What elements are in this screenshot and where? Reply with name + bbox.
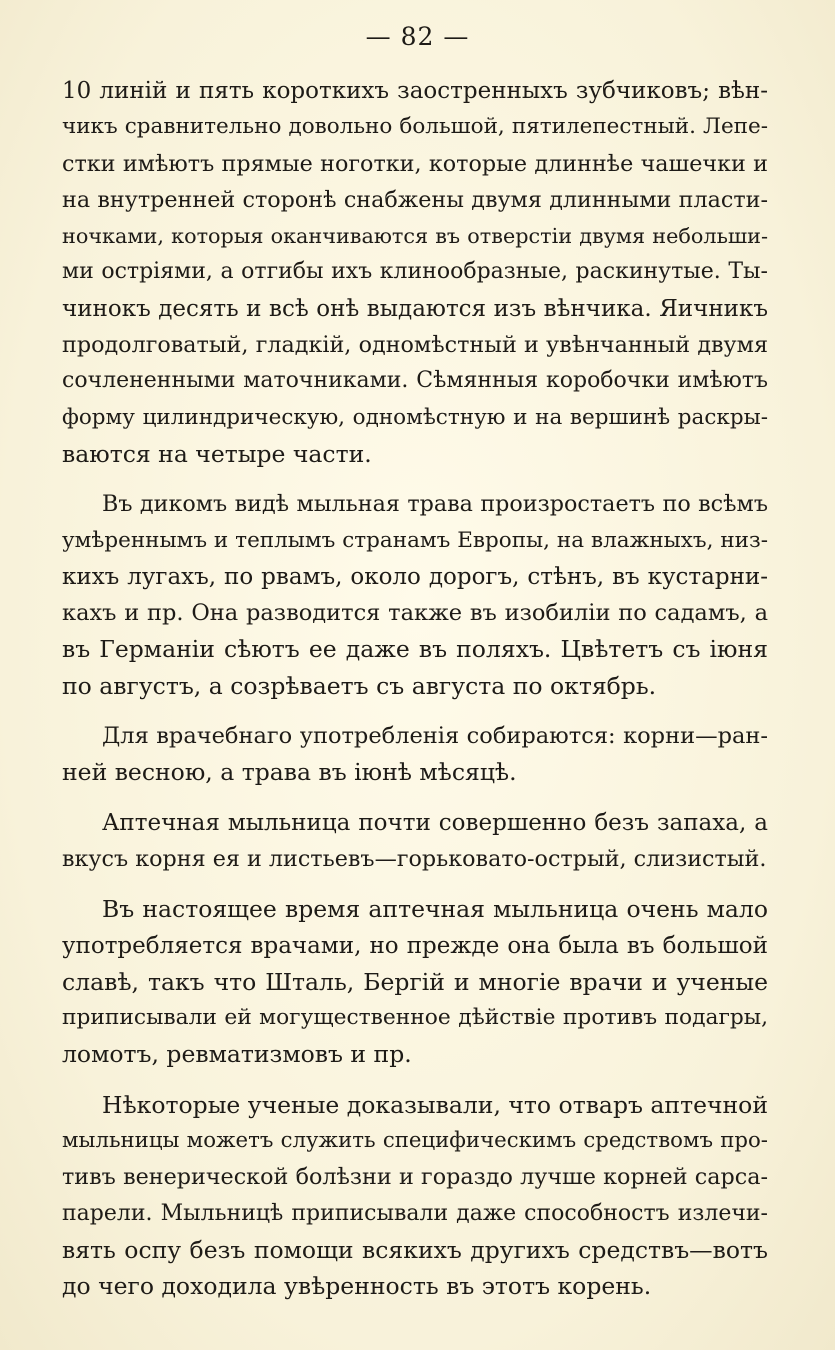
text-line: форму цилиндрическую, одномѣстную и на вершинѣ раскры- [62, 404, 768, 430]
paragraph [62, 486, 768, 704]
text-line: 10 линій и пять короткихъ заостренныхъ зубчиковъ; вѣн- [62, 78, 768, 104]
text-line: на внутренней сторонѣ снабжены двумя длинными пласти- [62, 186, 768, 213]
paragraph-gap [62, 1073, 768, 1087]
text-line: ломотъ, ревматизмовъ и пр. [62, 1040, 412, 1069]
page-number: — 82 — [365, 22, 470, 51]
paragraph-gap [62, 704, 768, 718]
text-line: ми остріями, а отгибы ихъ клинообразные, раскинутые. Ты- [62, 259, 768, 285]
text-line: употребляется врачами, но прежде она была въ большой [62, 932, 768, 959]
text-line: ней весною, а трава въ іюнѣ мѣсяцѣ. [62, 758, 517, 787]
text-line: вять оспу безъ помощи всякихъ другихъ средствъ—вотъ [62, 1235, 768, 1264]
text-line: кахъ и пр. Она разводится также въ изобиліи по садамъ, а [62, 600, 768, 627]
paragraph [62, 805, 768, 878]
text-line: Въ настоящее время аптечная мыльница очень мало [102, 895, 768, 924]
text-line: тивъ венерической болѣзни и гораздо лучше корней сарса- [62, 1164, 768, 1191]
text-line: сочлененными маточниками. Сѣмянныя коробочки имѣютъ [62, 368, 768, 394]
text-line: приписывали ей могущественное дѣйствіе противъ подагры, [62, 1005, 768, 1031]
text-line: Въ дикомъ видѣ мыльная трава произростаетъ по всѣмъ [102, 491, 768, 518]
text-line: стки имѣютъ прямые ноготки, которые длиннѣе чашечки и [62, 150, 768, 177]
text-line: мыльницы можетъ служить специфическимъ средствомъ про- [62, 1128, 768, 1154]
paragraph [62, 718, 768, 791]
text-line: Нѣкоторые ученые доказывали, что отваръ аптечной [102, 1090, 768, 1119]
text-line: до чего доходила увѣренность въ этотъ корень. [62, 1272, 652, 1301]
paragraph [62, 73, 768, 472]
text-line: по августъ, а созрѣваетъ съ августа по октябрь. [62, 671, 657, 700]
text-line: парели. Мыльницѣ приписывали даже способностъ излечи- [62, 1200, 768, 1226]
text-line: славѣ, такъ что Шталь, Бергій и многіе врачи и ученые [62, 967, 768, 996]
paragraph-gap [62, 877, 768, 891]
paragraph-gap [62, 472, 768, 486]
text-line: вкусъ корня ея и листьевъ—горьковато-острый, слизистый. [62, 845, 767, 872]
paragraph [62, 1087, 768, 1305]
text-body [62, 73, 768, 1305]
text-line: кихъ лугахъ, по рвамъ, около дорогъ, стѣнъ, въ кустарни- [62, 563, 768, 590]
text-line: чинокъ десять и всѣ онѣ выдаются изъ вѣнчика. Яичникъ [62, 295, 768, 322]
text-line: продолговатый, гладкій, одномѣстный и увѣнчанный двумя [62, 332, 768, 359]
text-line: въ Германіи сѣютъ ее даже въ поляхъ. Цвѣтетъ съ іюня [62, 635, 768, 664]
text-line: Аптечная мыльница почти совершенно безъ запаха, а [102, 809, 768, 836]
paragraph [62, 891, 768, 1072]
text-line: ваются на четыре части. [62, 439, 372, 468]
paragraph-gap [62, 791, 768, 805]
text-line: Для врачебнаго употребленія собираются: корни—ран- [102, 723, 768, 750]
text-line: ночками, которыя оканчиваются въ отверстіи двумя небольши- [62, 224, 768, 249]
text-line: умѣреннымъ и теплымъ странамъ Европы, на влажныхъ, низ- [62, 527, 768, 553]
text-line: чикъ сравнительно довольно большой, пятилепестный. Лепе- [62, 114, 768, 140]
